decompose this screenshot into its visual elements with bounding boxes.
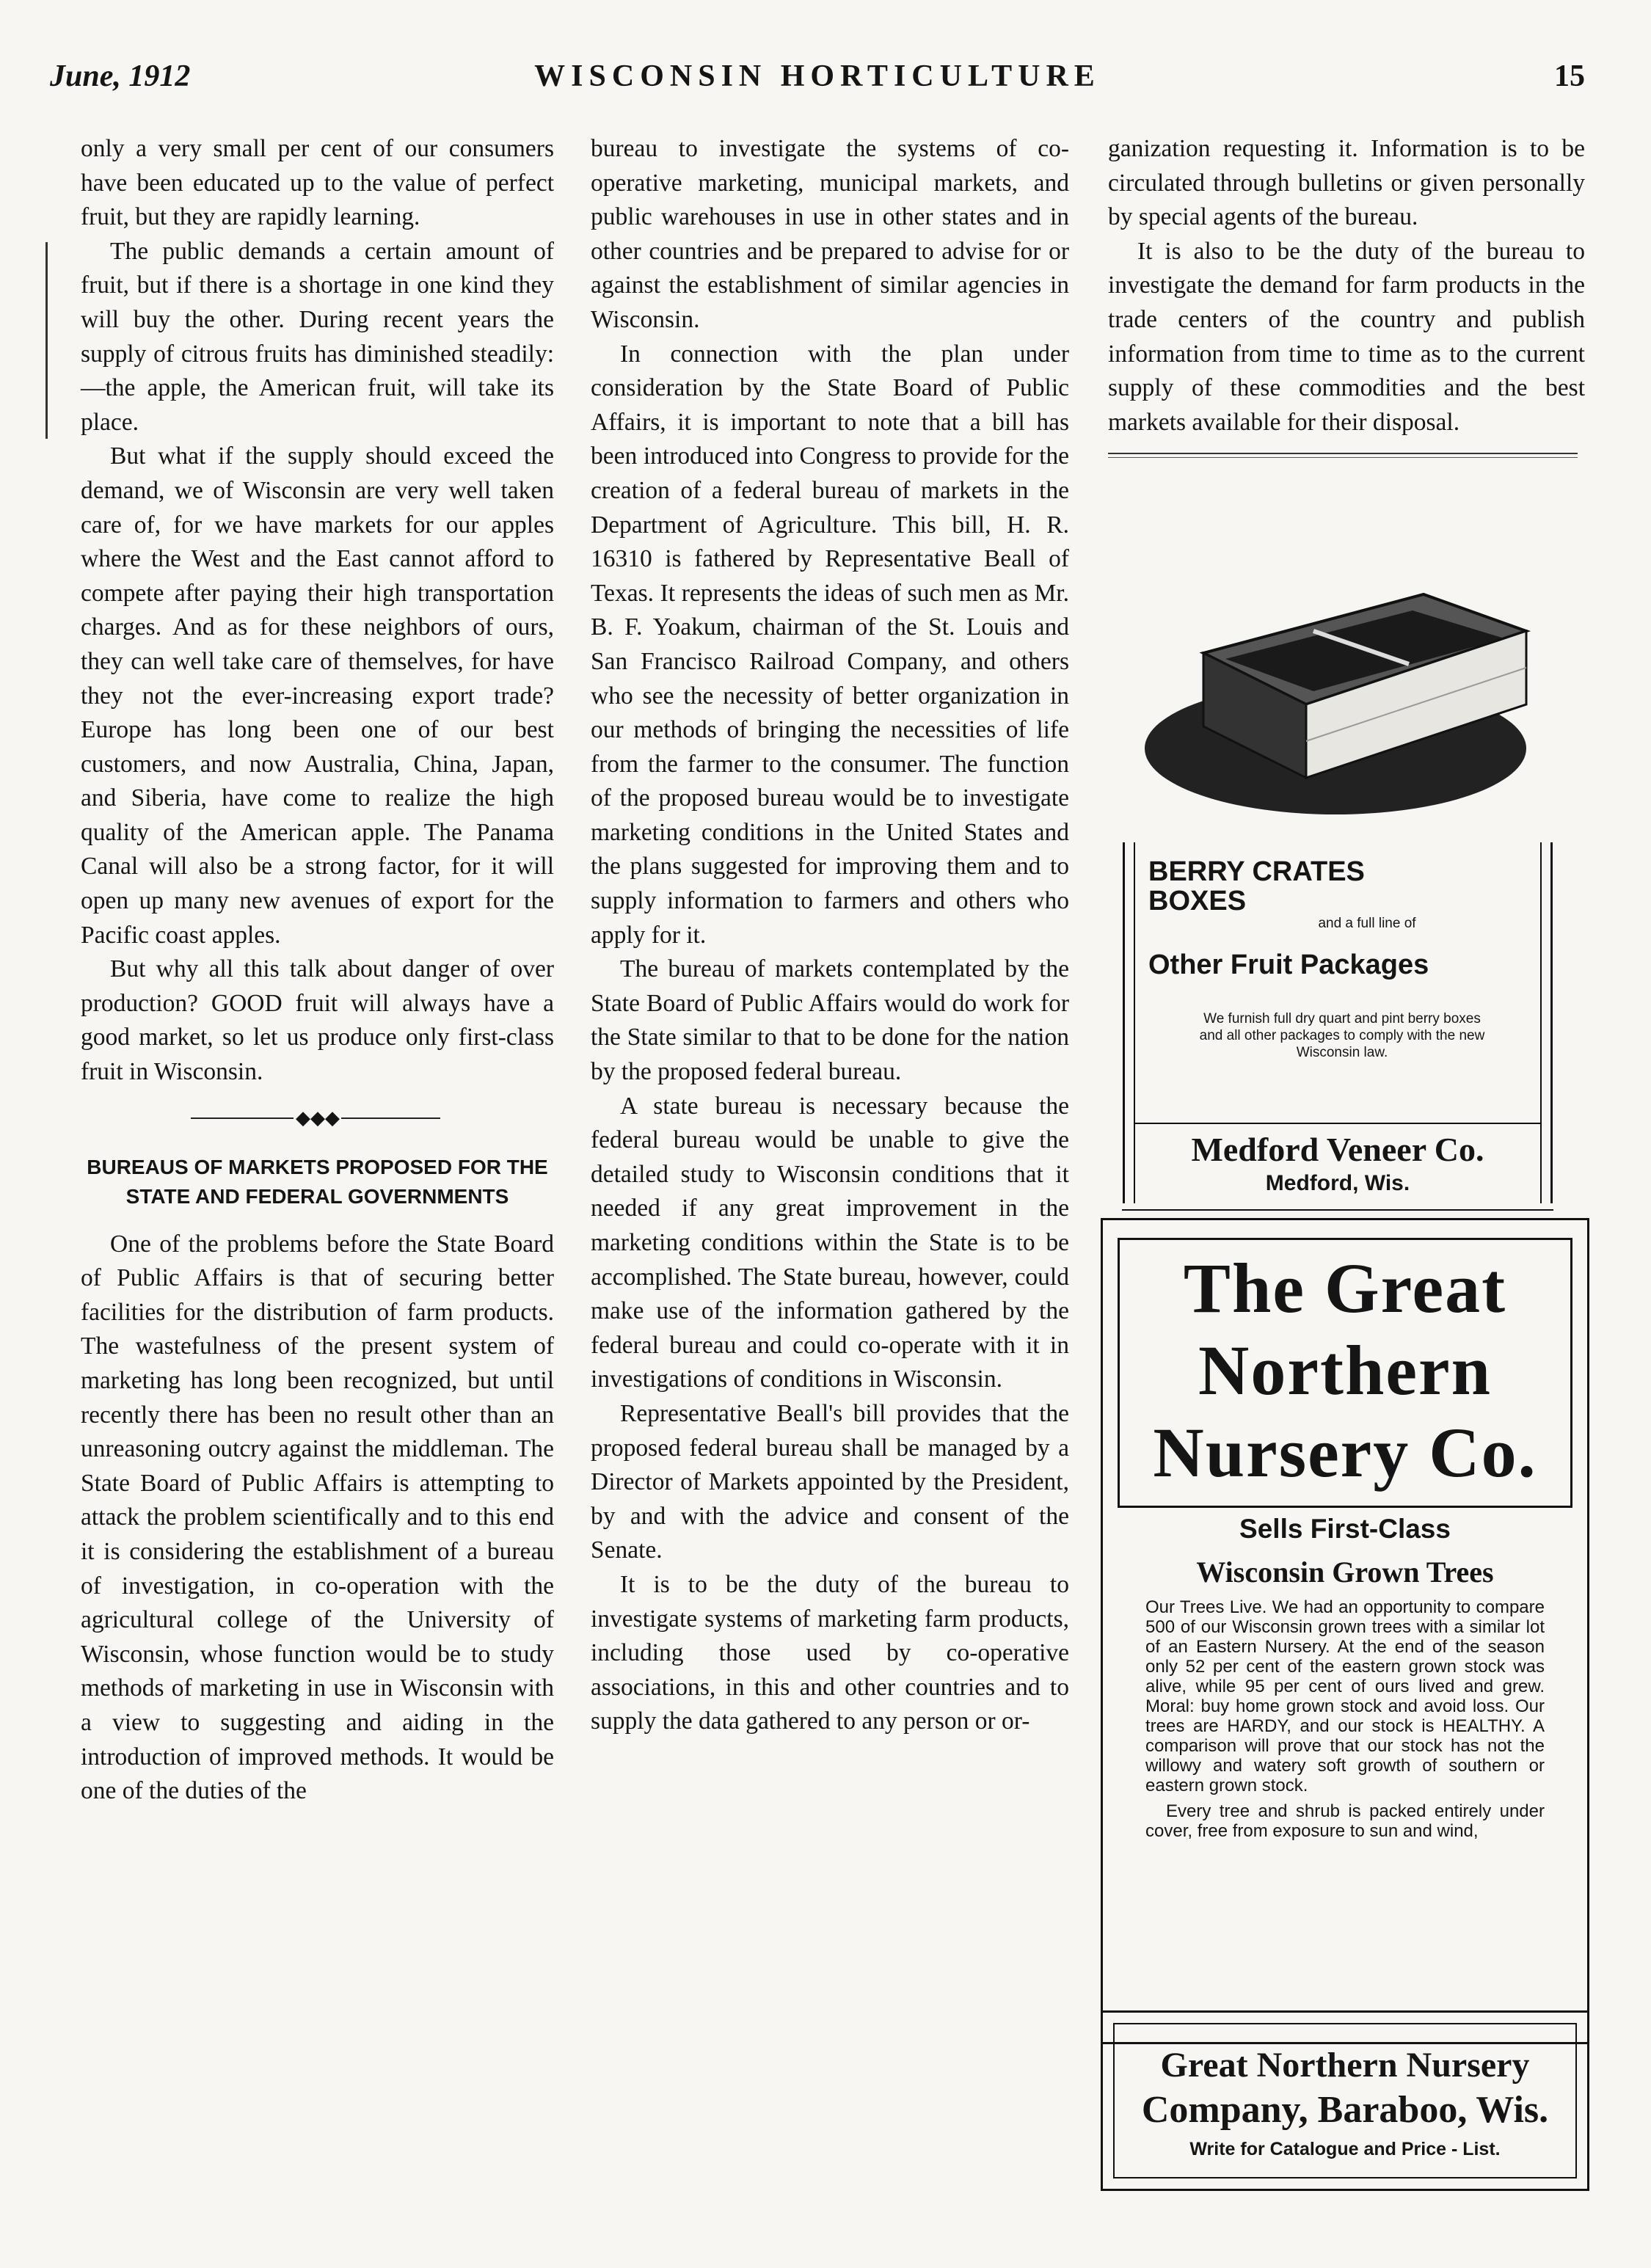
paragraph: But why all this talk about danger of over production? GOOD fruit will always have a good market, so let us produce only first-class fruit in Wisconsin. bbox=[81, 955, 554, 1086]
ad-contact-line: Great Northern Nursery bbox=[1160, 2046, 1530, 2085]
section-ornament bbox=[81, 1097, 554, 1141]
ornament-line bbox=[191, 1117, 294, 1119]
ad-city: Medford, Wis. bbox=[1265, 1171, 1410, 1195]
diamond-ornament-icon: ◆◆◆ bbox=[296, 1106, 340, 1128]
nursery-contact-box bbox=[1101, 2010, 1589, 2191]
ad-paragraph: Every tree and shrub is packed entirely under cover, free from exposure to sun and wind, bbox=[1145, 1801, 1545, 1841]
ad-contact-line: Write for Catalogue and Price - List. bbox=[1189, 2139, 1501, 2159]
ad-subheading: Sells First-Class bbox=[1239, 1514, 1451, 1544]
page-number: 15 bbox=[1554, 59, 1585, 93]
ad-body: We furnish full dry quart and pint berry boxes and all other packages to comply with the new Wisconsin law. bbox=[1199, 1011, 1485, 1060]
ornament-line bbox=[341, 1117, 440, 1119]
issue-date: June, 1912 bbox=[50, 59, 191, 93]
ad-heading: BOXES bbox=[1148, 886, 1247, 916]
nursery-title-box bbox=[1118, 1238, 1572, 1508]
column-1 bbox=[81, 132, 554, 1809]
paragraph: bureau to investigate the systems of co-operative marketing, municipal markets, and public warehouses in use in other states and in other countries and be prepared to advise for or against the establishment of similar agencies in Wisconsin. bbox=[591, 135, 1069, 333]
divider bbox=[1108, 453, 1578, 458]
berry-crate-photo bbox=[1115, 565, 1570, 829]
ad-subheading: Wisconsin Grown Trees bbox=[1196, 1556, 1494, 1589]
divider bbox=[1134, 1123, 1542, 1124]
paragraph: One of the problems before the State Board of Public Affairs is that of securing better facilities for the distribution of farm products. The wastefulness of the present system of marketing has long been recognized, but until recently there has been no result other than an unreasoning outcry against the middleman. The State Board of Public Affairs is attempting to attack the problem scientifically and to this end it is considering the establishment of a bureau of investigation, in co-operation with the agricultural college of the University of Wisconsin, whose function would be to study methods of marketing in use in Wisconsin with a view to suggesting and aiding in the introduction of improved methods. It would be one of the duties of the bbox=[81, 1230, 554, 1805]
page-header bbox=[50, 59, 1585, 103]
ad-title-line: Northern bbox=[1198, 1331, 1492, 1410]
margin-rule bbox=[45, 242, 48, 439]
ad-heading: Other Fruit Packages bbox=[1148, 949, 1429, 980]
berry-crates-advertisement bbox=[1123, 842, 1553, 1203]
ad-title-line: Nursery Co. bbox=[1153, 1413, 1537, 1492]
column-3 bbox=[1108, 132, 1585, 458]
paragraph: In connection with the plan under consideration by the State Board of Public Affairs, it is important to note that a bill has been introduced into Congress to provide for the creation of a federal bureau of markets in the Department of Agriculture. This bill, H. R. 16310 is fathered by Representative Beall of Texas. It represents the ideas of such men as Mr. B. F. Yoakum, chairman of the St. Louis and San Francisco Railroad Company, and others who see the necessity of better organization in our methods of bringing the necessities of life from the farmer to the consumer. The function of the proposed bureau would be to investigate marketing conditions in the United States and the plans suggested for improving them and to supply information to farmers and others who apply for it. bbox=[591, 340, 1069, 949]
article-subheading: BUREAUS OF MARKETS PROPOSED FOR THE STATE AND FEDERAL GOVERNMENTS bbox=[87, 1155, 548, 1208]
paragraph: It is also to be the duty of the bureau to investigate the demand for farm products in the trade centers of the country and publish information from time to time as to the current supply of these commodities and the best markets available for their disposal. bbox=[1108, 237, 1585, 436]
paragraph: It is to be the duty of the bureau to investigate systems of marketing farm products, including those used by co-operative associations, in this and other countries and to supply the data gathered to any person or or- bbox=[591, 1570, 1069, 1735]
paragraph: A state bureau is necessary because the federal bureau would be unable to give the detailed study to Wisconsin conditions that it needed if any great improvement in the marketing conditions within the State is to be accomplished. The State bureau, however, could make use of the information gathered by the federal bureau and could co-operate with it in investigations of conditions in Wisconsin. bbox=[591, 1092, 1069, 1393]
ad-paragraph: Our Trees Live. We had an opportunity to compare 500 of our Wisconsin grown trees with a similar lot of an Eastern Nursery. At the end of the season only 52 per cent of the eastern grown stock was alive, while 95 per cent of ours lived and grew. Moral: buy home grown stock and avoid loss. Our trees are HARDY, and our stock is HEALTHY. A comparison will prove that our stock has not the willowy and watery soft growth of southern or eastern grown stock. bbox=[1145, 1597, 1545, 1795]
ad-small-line: and a full line of bbox=[1318, 916, 1416, 931]
ad-heading: BERRY CRATES bbox=[1148, 856, 1365, 887]
ad-title-line: The Great bbox=[1183, 1249, 1507, 1327]
paragraph: only a very small per cent of our consumers have been educated up to the value of perfect fruit, but they are rapidly learning. bbox=[81, 135, 554, 231]
nursery-advertisement bbox=[1101, 1218, 1589, 2044]
paragraph: The public demands a certain amount of fruit, but if there is a shortage in one kind they will buy the other. During recent years the supply of citrous fruits has diminished steadily:—the apple, the American fruit, will take its place. bbox=[81, 237, 554, 436]
paragraph: ganization requesting it. Information is to be circulated through bulletins or given personally by special agents of the bureau. bbox=[1108, 135, 1585, 231]
ad-company: Medford Veneer Co. bbox=[1191, 1131, 1484, 1168]
paragraph: Representative Beall's bill provides that the proposed federal bureau shall be managed by a Director of Markets appointed by the President, by and with the advice and consent of the Senate. bbox=[591, 1399, 1069, 1564]
paragraph: But what if the supply should exceed the demand, we of Wisconsin are very well taken care of, for we have markets for our apples where the West and the East cannot afford to compete after paying their high transportation charges. And as for these neighbors of ours, they can well take care of themselves, for have they not the ever-increasing export trade? Europe has long been one of our best customers, and now Australia, China, Japan, and Siberia, have come to realize the high quality of the American apple. The Panama Canal will also be a strong factor, for it will open up many new avenues of export for the Pacific coast apples. bbox=[81, 442, 554, 949]
divider bbox=[1122, 1209, 1553, 1211]
paragraph: The bureau of markets contemplated by the State Board of Public Affairs would do work for the State similar to that to be done for the nation by the proposed federal bureau. bbox=[591, 955, 1069, 1086]
ad-copy bbox=[1145, 1597, 1545, 1841]
column-2 bbox=[591, 132, 1069, 1739]
ad-contact-line: Company, Baraboo, Wis. bbox=[1141, 2089, 1549, 2131]
magazine-title: WISCONSIN HORTICULTURE bbox=[534, 59, 1101, 93]
